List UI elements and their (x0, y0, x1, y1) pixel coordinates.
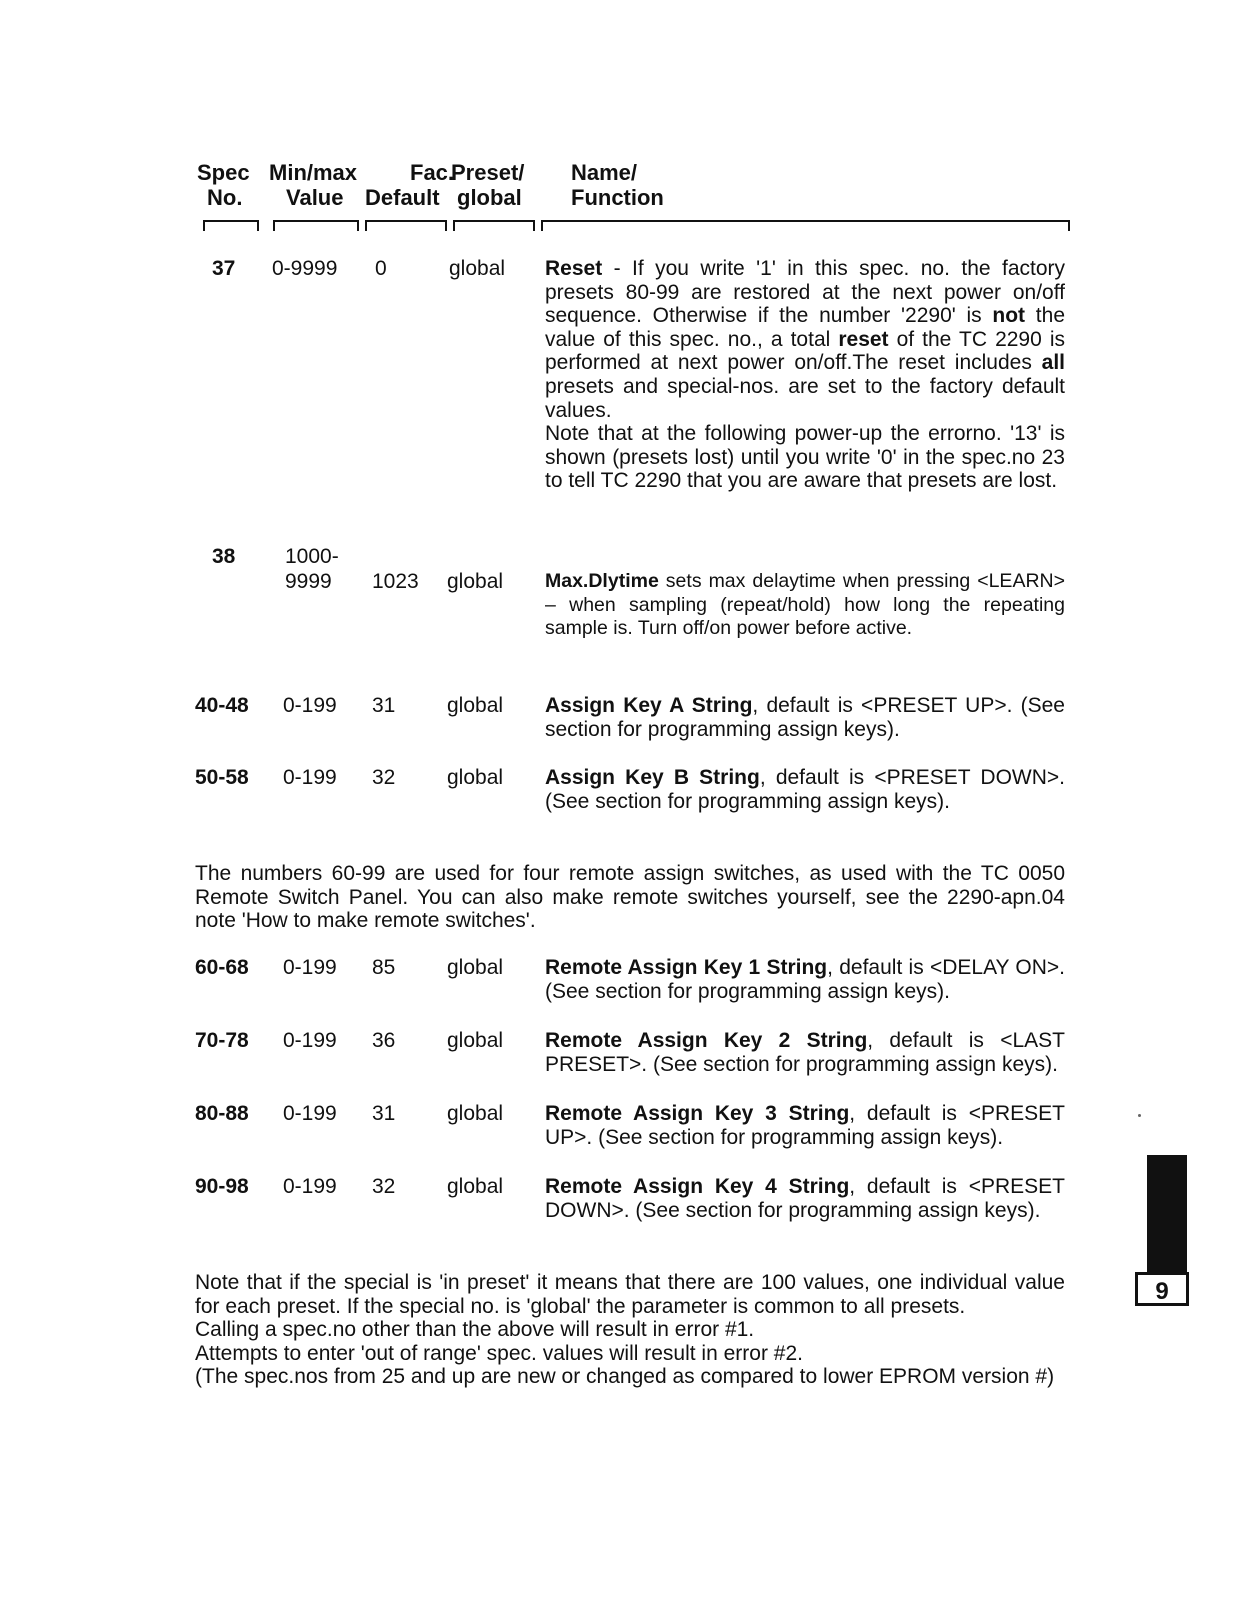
spec-number: 40-48 (195, 694, 249, 717)
function-name: Remote Assign Key 2 String (545, 1029, 868, 1052)
minmax-value: 0-199 (283, 766, 337, 789)
header-text: Function (571, 185, 664, 210)
description-text: - If you write '1' in this spec. no. the factory presets 80-99 are restored at the next power on/off sequence. Otherwise if the number '2290' is (545, 257, 1065, 328)
header-text: No. (207, 185, 243, 210)
column-bracket (203, 220, 259, 231)
note-in-preset: Note that if the special is 'in preset' it means that there are 100 values, one individual value for each preset. If the special no. is 'global' the parameter is common to all presets. (195, 1271, 1065, 1318)
factory-default: 1023 (372, 570, 419, 593)
description-text: , default is <PRESET UP>. (See section for programming assign keys). (545, 694, 1065, 741)
note-error-2: Attempts to enter 'out of range' spec. values will result in error #2. (195, 1341, 803, 1365)
function-name: Reset (545, 257, 603, 280)
scope: global (447, 1029, 504, 1052)
header-preset-global (451, 160, 524, 210)
description-text: , default is <PRESET DOWN>. (See section for programming assign keys). (545, 766, 1065, 813)
scope: global (447, 766, 504, 789)
minmax-value: 1000- (285, 545, 339, 568)
column-bracket (273, 220, 359, 231)
scan-speck (1138, 1114, 1141, 1117)
function-description (545, 1029, 1065, 1076)
notes-block (195, 1271, 1065, 1389)
header-fac-default (365, 160, 454, 210)
note-eprom: (The spec.nos from 25 and up are new or changed as compared to lower EPROM version #) (195, 1365, 1055, 1389)
function-description (545, 766, 1065, 813)
function-description (545, 1175, 1065, 1222)
column-bracket (541, 220, 1070, 231)
spec-number: 60-68 (195, 956, 249, 979)
emphasis: not (992, 304, 1026, 328)
emphasis: reset (838, 327, 889, 351)
spec-number: 50-58 (195, 766, 249, 789)
scope: global (447, 1175, 504, 1198)
header-text: Min/max (269, 160, 358, 185)
spec-number: 37 (212, 257, 236, 280)
header-name-function (571, 160, 664, 210)
minmax-value: 9999 (285, 570, 332, 593)
note-error-1: Calling a spec.no other than the above will result in error #1. (195, 1318, 755, 1342)
function-description (545, 257, 1065, 493)
function-name: Remote Assign Key 3 String (545, 1102, 850, 1125)
factory-default: 32 (372, 1175, 396, 1198)
function-name: Assign Key B String (545, 766, 760, 789)
scope: global (447, 694, 504, 717)
scope: global (447, 956, 504, 979)
column-bracket (453, 220, 535, 231)
scope: global (447, 570, 504, 593)
spec-number: 38 (212, 545, 236, 568)
description-text: , default is <DELAY ON>. (See section for programming assign keys). (545, 956, 1065, 1003)
factory-default: 0 (375, 257, 387, 280)
function-description (545, 956, 1065, 1003)
factory-default: 36 (372, 1029, 396, 1052)
column-bracket (365, 220, 447, 231)
minmax-value: 0-9999 (272, 257, 338, 280)
spec-number: 90-98 (195, 1175, 249, 1198)
header-text: Preset/ (451, 160, 525, 185)
description-text: , default is <PRESET DOWN>. (See section for programming assign keys). (545, 1175, 1065, 1222)
scope: global (449, 257, 506, 280)
description-text: of the TC 2290 is performed at next power on/off.The reset includes (545, 327, 1065, 375)
scope: global (447, 1102, 504, 1125)
description-text: , default is <LAST PRESET>. (See section for programming assign keys). (545, 1029, 1065, 1076)
description-text: , default is <PRESET UP>. (See section for programming assign keys). (545, 1102, 1065, 1149)
header-text: Name/ (571, 160, 638, 185)
header-text: Default (365, 185, 440, 210)
function-description (545, 1102, 1065, 1149)
function-description (545, 694, 1065, 741)
header-minmax-value (269, 160, 357, 210)
minmax-value: 0-199 (283, 1102, 337, 1125)
minmax-value: 0-199 (283, 694, 337, 717)
minmax-value: 0-199 (283, 956, 337, 979)
spec-number: 70-78 (195, 1029, 249, 1052)
section-tab-number: 9 (1135, 1272, 1189, 1306)
description-text: presets and special-nos. are set to the factory default values. (545, 374, 1065, 422)
minmax-value: 0-199 (283, 1175, 337, 1198)
function-name: Max.Dlytime (545, 570, 659, 592)
header-text: Fac. (410, 160, 455, 185)
header-text: Spec (197, 160, 250, 185)
function-name: Assign Key A String (545, 694, 753, 717)
header-spec-no (197, 160, 250, 210)
header-text: Value (286, 185, 344, 210)
factory-default: 85 (372, 956, 396, 979)
minmax-value: 0-199 (283, 1029, 337, 1052)
function-name: Remote Assign Key 1 String (545, 956, 828, 979)
factory-default: 31 (372, 1102, 396, 1125)
spec-number: 80-88 (195, 1102, 249, 1125)
header-text: global (457, 185, 522, 210)
emphasis: all (1041, 351, 1065, 375)
description-text: sets max delaytime when pressing <LEARN> – when sampling (repeat/hold) how long the repeating sample is. Turn off/on power before active. (545, 570, 1065, 639)
description-text: the value of this spec. no., a total (545, 304, 1065, 351)
factory-default: 32 (372, 766, 396, 789)
function-description (545, 570, 1065, 641)
description-note: Note that at the following power-up the errorno. '13' is shown (presets lost) until you write '0' in the spec.no 23 to tell TC 2290 that you are aware that presets are lost. (545, 422, 1065, 493)
remote-switches-paragraph: The numbers 60-99 are used for four remote assign switches, as used with the TC 0050 Remote Switch Panel. You can also make remote switches yourself, see the 2290-apn.04 note 'How to make remote switches'. (195, 862, 1065, 933)
factory-default: 31 (372, 694, 396, 717)
function-name: Remote Assign Key 4 String (545, 1175, 850, 1198)
